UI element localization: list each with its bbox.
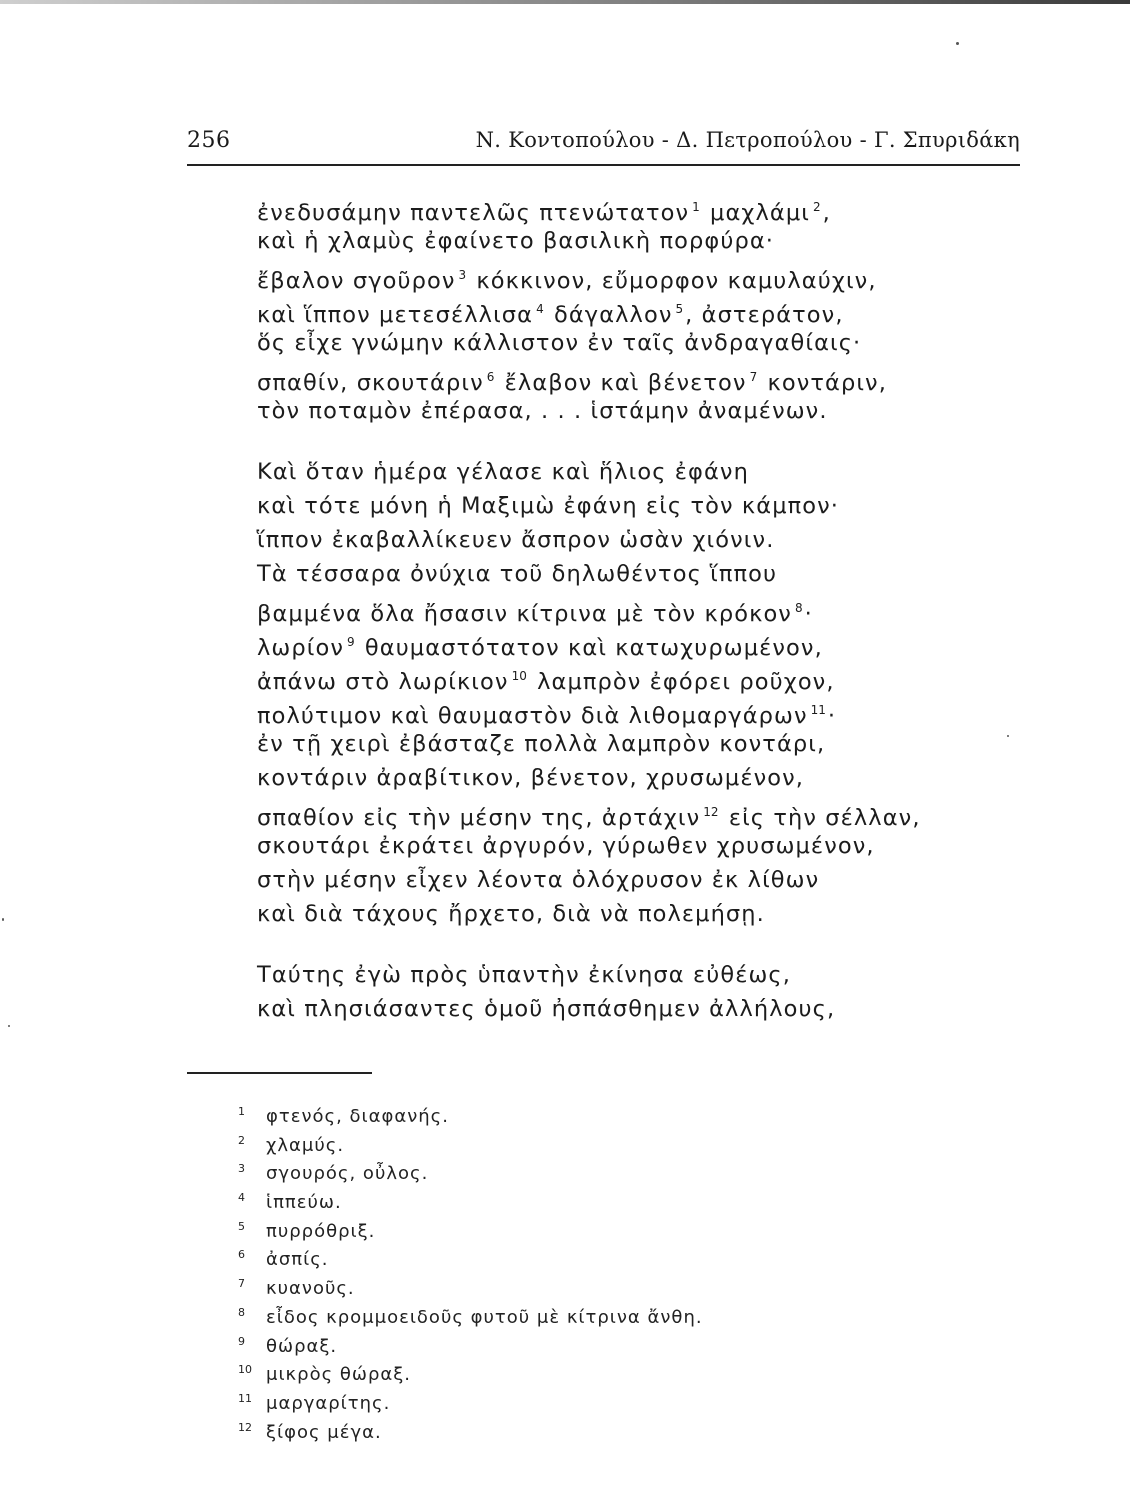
verse-text: ἔβαλον σγοῦρον <box>257 268 456 294</box>
footnote <box>238 1098 838 1127</box>
verse-line <box>257 761 1017 795</box>
footnote-marker: 4 <box>536 302 544 316</box>
verse-text: λαμπρὸν ἐφόρει ροῦχον, <box>528 669 835 695</box>
footnote-number: 7 <box>238 1277 245 1291</box>
verse-text: εἰς τὴν σέλλαν, <box>720 805 921 831</box>
scan-speck <box>956 42 959 45</box>
verse-text: καὶ ἡ χλαμὺς ἐφαίνετο βασιλικὴ πορφύρα· <box>257 228 775 254</box>
footnotes <box>238 1098 838 1442</box>
verse-line <box>257 557 1017 591</box>
poem-text <box>257 190 1017 1026</box>
footnote <box>238 1356 838 1385</box>
verse-text: καὶ τότε μόνη ἡ Μαξιμὼ ἐφάνη εἰς τὸν κάμπον· <box>257 493 840 519</box>
footnote-text: σγουρός, οὖλος. <box>266 1163 429 1185</box>
footnote-number: 8 <box>238 1305 245 1319</box>
footnote-marker: 10 <box>511 669 527 683</box>
verse-text: σπαθίον εἰς τὴν μέσην της, ἀρτάχιν <box>257 805 701 831</box>
verse-text: μαχλάμι <box>701 200 810 226</box>
verse-line <box>257 992 1017 1026</box>
footnote <box>238 1127 838 1156</box>
footnote-text: κυανοῦς. <box>266 1278 355 1300</box>
scan-speck <box>1007 735 1009 737</box>
verse-text: στὴν μέσην εἶχεν λέοντα ὁλόχρυσον ἐκ λίθων <box>257 867 820 893</box>
footnote-text: ἀσπίς. <box>266 1249 329 1271</box>
footnote <box>238 1213 838 1242</box>
footnote <box>238 1184 838 1213</box>
scan-speck <box>2 918 4 921</box>
verse-line <box>257 455 1017 489</box>
verse-text: κοντάριν, <box>759 370 887 396</box>
footnote-marker: 2 <box>812 200 821 214</box>
verse-text: ἐν τῇ χειρὶ ἐβάσταζε πολλὰ λαμπρὸν κοντάρι, <box>257 731 826 757</box>
footnote-marker: 7 <box>749 370 758 384</box>
verse-line <box>257 326 1017 360</box>
footnote <box>238 1270 838 1299</box>
footnote <box>238 1299 838 1328</box>
verse-line <box>257 795 1017 829</box>
verse-text: δάγαλλον <box>545 302 673 328</box>
verse-text: Ταύτης ἐγὼ πρὸς ὑπαντὴν ἐκίνησα εὐθέως, <box>257 962 791 988</box>
footnote-number: 1 <box>238 1105 245 1118</box>
footnote <box>238 1155 838 1184</box>
verse-text: ἵππον ἐκαβαλλίκευεν ἄσπρον ὡσὰν χιόνιν. <box>257 527 775 553</box>
footnote-marker: 11 <box>810 703 826 717</box>
verse-text: Τὰ τέσσαρα ὀνύχια τοῦ δηλωθέντος ἵππου <box>257 561 778 587</box>
footnote-marker: 1 <box>692 200 700 214</box>
verse-text: θαυμαστότατον καὶ κατωχυρωμένον, <box>356 635 823 661</box>
footnote-number: 3 <box>238 1162 245 1176</box>
footnote-text: θώραξ. <box>266 1335 338 1357</box>
verse-text: · <box>804 601 813 627</box>
footnote-marker: 8 <box>794 601 803 615</box>
verse-line <box>257 523 1017 557</box>
footnote-number: 10 <box>238 1363 252 1377</box>
footnote-number: 2 <box>238 1133 245 1147</box>
verse-line <box>257 224 1017 258</box>
footnote <box>238 1385 838 1414</box>
footnote-number: 6 <box>238 1248 245 1262</box>
verse-line <box>257 489 1017 523</box>
verse-text: καὶ διὰ τάχους ἤρχετο, διὰ νὰ πολεμήσῃ. <box>257 901 765 927</box>
verse-text: · <box>827 703 837 729</box>
verse-text: , <box>822 200 831 226</box>
verse-line <box>257 659 1017 693</box>
verse-line <box>257 292 1017 326</box>
footnote-text: ξίφος μέγα. <box>266 1421 382 1443</box>
footnote <box>238 1414 838 1443</box>
page-header <box>187 124 1020 166</box>
stanza <box>257 958 1017 1026</box>
verse-line <box>257 190 1017 224</box>
verse-line <box>257 258 1017 292</box>
verse-line <box>257 897 1017 931</box>
verse-text: ἐνεδυσάμην παντελῶς πτενώτατον <box>257 200 690 226</box>
footnote-text: πυρρόθριξ. <box>266 1220 376 1242</box>
verse-text: κόκκινον, εὔμορφον καμυλαύχιν, <box>468 268 877 294</box>
running-head: Ν. Κοντοπούλου - Δ. Πετροπούλου - Γ. Σπυριδάκη <box>475 128 1020 152</box>
scan-edge <box>0 0 1130 4</box>
stanza <box>257 455 1017 931</box>
verse-text: καὶ ἵππον μετεσέλλισα <box>257 302 534 328</box>
footnote-text: φτενός, διαφανής. <box>266 1106 449 1127</box>
verse-text: Καὶ ὅταν ἡμέρα γέλασε καὶ ἥλιος ἐφάνη <box>257 459 749 485</box>
verse-line <box>257 625 1017 659</box>
page-number: 256 <box>187 128 231 153</box>
verse-line <box>257 394 1017 428</box>
verse-line <box>257 727 1017 761</box>
verse-text: σκουτάρι ἐκράτει ἀργυρόν, γύρωθεν χρυσωμένον, <box>257 833 875 859</box>
footnote-marker: 12 <box>703 805 719 819</box>
verse-line <box>257 863 1017 897</box>
footnote-marker: 9 <box>347 635 355 649</box>
verse-text: τὸν ποταμὸν ἐπέρασα, . . . ἱστάμην ἀναμένων. <box>257 398 828 424</box>
footnote-marker: 3 <box>458 268 467 282</box>
footnote-number: 5 <box>238 1219 245 1233</box>
footnote <box>238 1241 838 1270</box>
footnote-separator <box>187 1072 372 1074</box>
scan-speck <box>8 1025 10 1027</box>
verse-text: κοντάριν ἀραβίτικον, βένετον, χρυσωμένον, <box>257 765 805 791</box>
verse-line <box>257 360 1017 394</box>
footnote <box>238 1328 838 1357</box>
verse-text: ἀπάνω στὸ λωρίκιον <box>257 669 509 695</box>
footnote-text: μαργαρίτης. <box>266 1392 391 1414</box>
footnote-number: 4 <box>238 1191 245 1205</box>
verse-line <box>257 693 1017 727</box>
verse-text: καὶ πλησιάσαντες ὁμοῦ ἠσπάσθημεν ἀλλήλους, <box>257 996 836 1022</box>
footnote-text: εἶδος κρομμοειδοῦς φυτοῦ μὲ κίτρινα ἄνθη. <box>266 1306 703 1328</box>
verse-text: ἔλαβον καὶ βένετον <box>496 370 747 396</box>
verse-line <box>257 958 1017 992</box>
footnote-number: 9 <box>238 1334 245 1348</box>
verse-text: λωρίον <box>257 635 344 661</box>
verse-text: , ἀστεράτον, <box>685 302 844 328</box>
footnote-marker: 5 <box>675 302 684 316</box>
footnote-number: 12 <box>238 1420 252 1434</box>
verse-text: πολύτιμον καὶ θαυμαστὸν διὰ λιθομαργάρων <box>257 703 808 729</box>
footnote-text: ἱππεύω. <box>266 1192 342 1214</box>
verse-text: σπαθίν, σκουτάριν <box>257 370 484 396</box>
verse-line <box>257 829 1017 863</box>
footnote-marker: 6 <box>486 370 495 384</box>
footnote-text: μικρὸς θώραξ. <box>266 1364 412 1386</box>
footnote-text: χλαμύς. <box>266 1134 345 1156</box>
stanza <box>257 190 1017 428</box>
verse-line <box>257 591 1017 625</box>
footnote-number: 11 <box>238 1391 252 1405</box>
verse-text: βαμμένα ὅλα ἤσασιν κίτρινα μὲ τὸν κρόκον <box>257 601 792 627</box>
verse-text: ὅς εἶχε γνώμην κάλλιστον ἐν ταῖς ἀνδραγαθίαις· <box>257 330 862 356</box>
